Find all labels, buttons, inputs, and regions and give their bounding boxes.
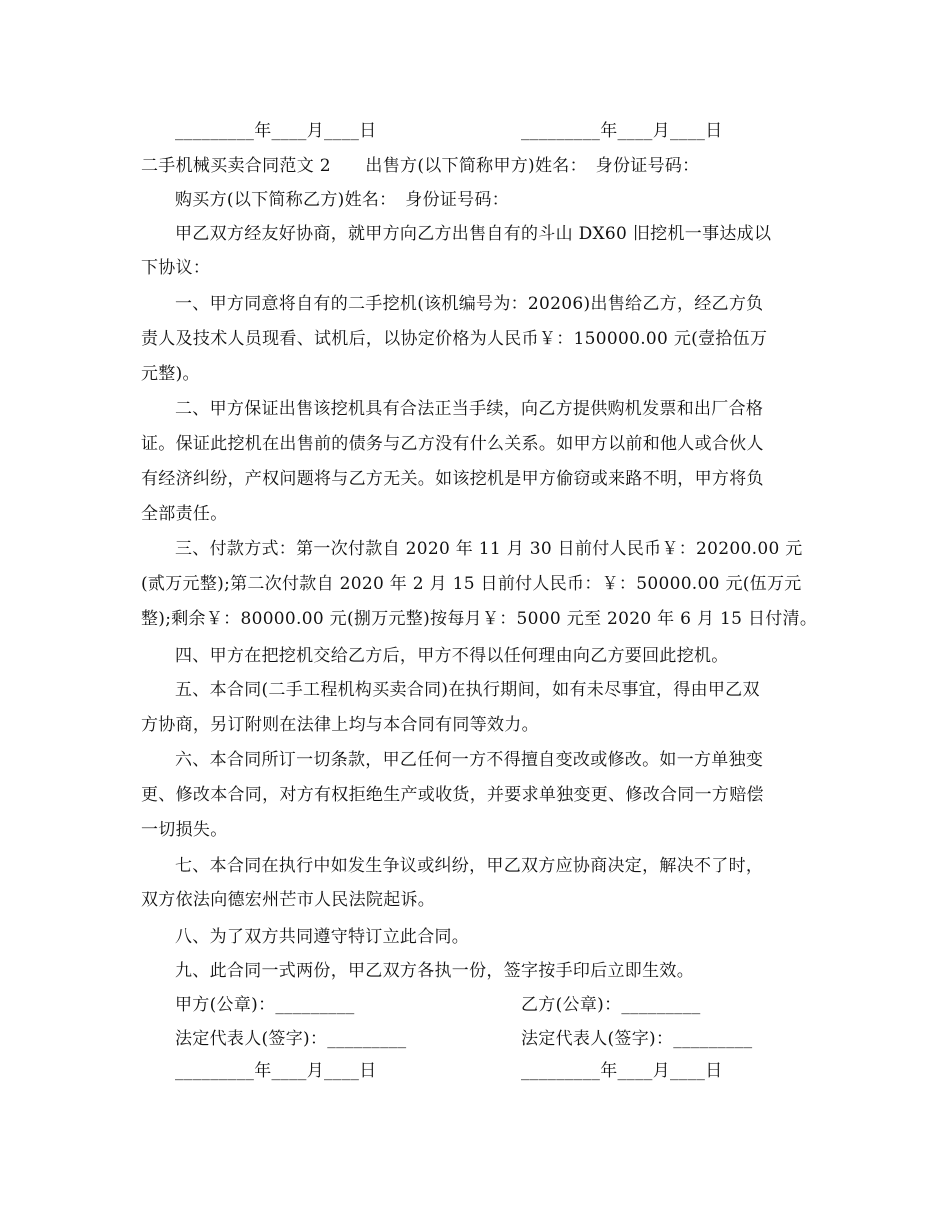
date-line-top-right: _________年____月____日 — [521, 121, 723, 141]
clause-4-line: 四、甲方在把挖机交给乙方后，甲方不得以任何理由向乙方要回此挖机。 — [175, 646, 729, 666]
clause-9-line: 九、此合同一式两份，甲乙双方各执一份，签字按手印后立即生效。 — [175, 961, 694, 981]
clause-3-line: 三、付款方式：第一次付款自 2020 年 11 月 30 日前付人民币￥：20200.00 元 — [175, 539, 803, 559]
clause-2-line: 全部责任。 — [141, 504, 228, 524]
document-title-line: 二手机械买卖合同范文 2 出售方(以下简称甲方)姓名： 身份证号码： — [141, 156, 700, 176]
clause-6-line: 六、本合同所订一切条款，甲乙任何一方不得擅自变改或修改。如一方单独变 — [175, 750, 764, 770]
clause-5-line: 方协商，另订附则在法律上均与本合同有同等效力。 — [141, 715, 539, 735]
clause-7-line: 双方依法向德宏州芒市人民法院起诉。 — [141, 890, 436, 910]
clause-7-line: 七、本合同在执行中如发生争议或纠纷，甲乙双方应协商决定，解决不了时， — [175, 856, 764, 876]
buyer-line: 购买方(以下简称乙方)姓名： 身份证号码： — [175, 190, 510, 210]
date-line-bottom-right: _________年____月____日 — [521, 1061, 723, 1081]
clause-3-line: (贰万元整);第二次付款自 2020 年 2 月 15 日前付人民币：￥：50000.00 元(伍万元 — [141, 574, 802, 594]
clause-2-line: 有经济纠纷，产权问题将与乙方无关。如该挖机是甲方偷窃或来路不明，甲方将负 — [141, 469, 764, 489]
clause-6-line: 一切损失。 — [141, 820, 228, 840]
date-line-top-left: _________年____月____日 — [175, 121, 377, 141]
clause-8-line: 八、为了双方共同遵守特订立此合同。 — [175, 927, 470, 947]
party-b-representative-field: 法定代表人(签字)：_________ — [521, 1029, 753, 1049]
party-a-seal-field: 甲方(公章)：_________ — [175, 995, 355, 1015]
party-a-representative-field: 法定代表人(签字)：_________ — [175, 1029, 407, 1049]
date-line-bottom-left: _________年____月____日 — [175, 1061, 377, 1081]
intro-line: 下协议： — [141, 258, 211, 278]
clause-6-line: 更、修改本合同，对方有权拒绝生产或收货，并要求单独变更、修改合同一方赔偿 — [141, 785, 764, 805]
clause-1-line: 一、甲方同意将自有的二手挖机(该机编号为：20206)出售给乙方，经乙方负 — [175, 294, 764, 314]
clause-3-line: 整);剩余￥：80000.00 元(捌万元整)按每月￥：5000 元至 2020 年 6 月 15 日付清。 — [141, 609, 818, 629]
party-b-seal-field: 乙方(公章)：_________ — [521, 995, 701, 1015]
clause-2-line: 证。保证此挖机在出售前的债务与乙方没有什么关系。如甲方以前和他人或合伙人 — [141, 434, 764, 454]
clause-2-line: 二、甲方保证出售该挖机具有合法正当手续，向乙方提供购机发票和出厂合格 — [175, 399, 764, 419]
intro-line: 甲乙双方经友好协商，就甲方向乙方出售自有的斗山 DX60 旧挖机一事达成以 — [175, 224, 772, 244]
clause-1-line: 元整)。 — [141, 364, 200, 384]
clause-1-line: 责人及技术人员现看、试机后，以协定价格为人民币￥：150000.00 元(壹拾伍万 — [141, 329, 768, 349]
clause-5-line: 五、本合同(二手工程机构买卖合同)在执行期间，如有未尽事宜，得由甲乙双 — [175, 680, 760, 700]
